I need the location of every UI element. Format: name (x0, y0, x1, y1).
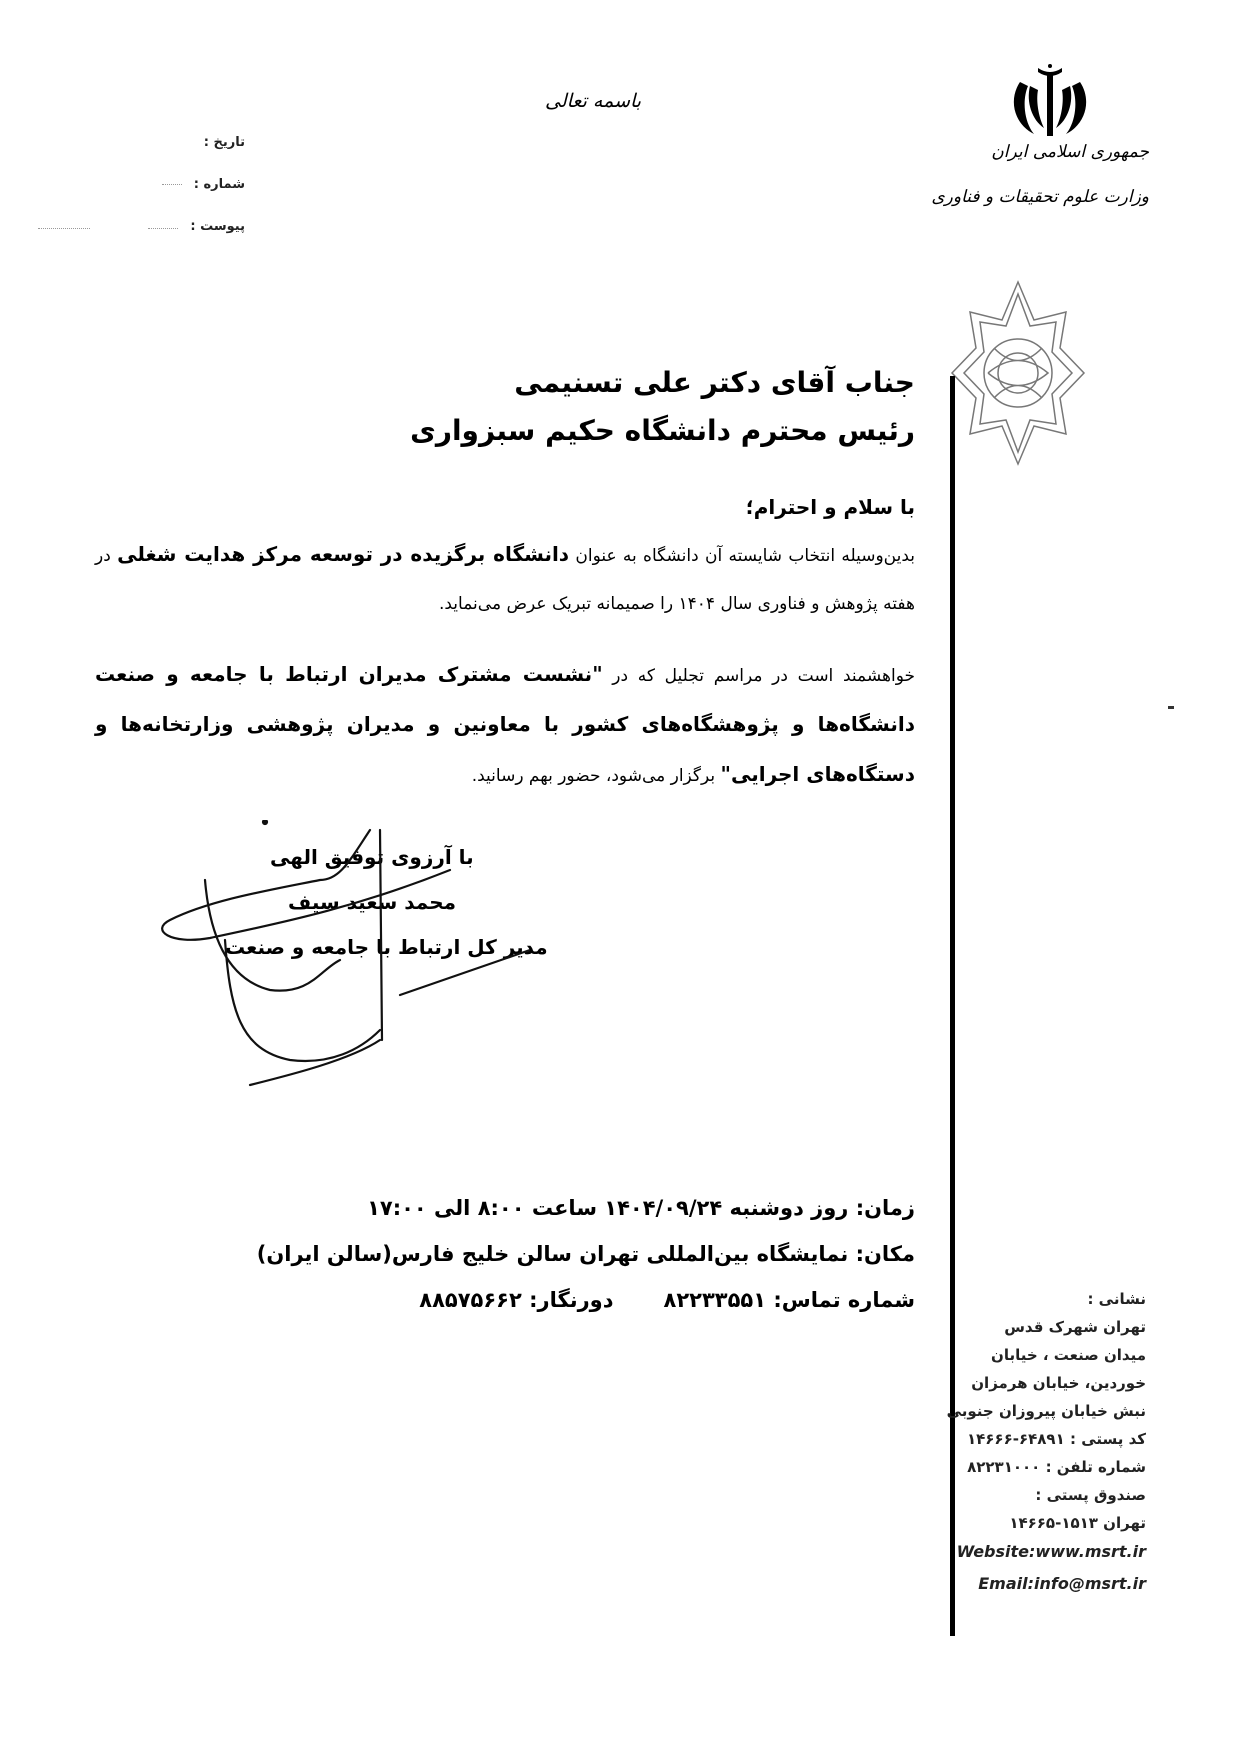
footer-line: نبش خیابان پیروزان جنوبی (946, 1402, 1146, 1420)
ministry-name: وزارت علوم تحقیقات و فناوری (931, 187, 1149, 207)
greeting: با سلام و احترام؛ (745, 495, 915, 519)
para2-text-a: خواهشمند است در مراسم تجلیل که در (602, 666, 915, 686)
footer-line: نشانی : (1087, 1290, 1146, 1308)
paragraph-1 (95, 530, 915, 628)
contact-phone: شماره تماس: ۸۲۲۳۳۵۵۱ (663, 1288, 915, 1312)
attachment-dots-2 (38, 228, 90, 229)
footer-line: صندوق پستی : (1035, 1486, 1146, 1504)
para2-bold: "نشست مشترک مدیران ارتباط با جامعه و صنعت دانشگاه‌ها و پژوهشگاه‌های کشور با معاونین و مدیران پژوهشی وزارتخانه‌ها و دستگاه‌های اجرایی" (95, 662, 915, 786)
iran-emblem-icon (1010, 62, 1090, 142)
scan-mark (1168, 706, 1174, 709)
attachment-label: پیوست : (190, 219, 245, 234)
number-label: شماره : (193, 177, 245, 192)
signer-title: مدیر کل ارتباط با جامعه و صنعت (225, 935, 548, 959)
attachment-dots (148, 228, 178, 229)
footer-website[interactable]: Website:www.msrt.ir (956, 1542, 1146, 1561)
footer-line: تهران ۱۵۱۳-۱۴۶۶۵ (1009, 1514, 1146, 1532)
footer-line: شماره تلفن : ۸۲۲۳۱۰۰۰ (967, 1458, 1146, 1476)
addressee-name: جناب آقای دکتر علی تسنیمی (514, 366, 915, 399)
para2-text-b: برگزار می‌شود، حضور بهم رسانید. (471, 766, 721, 786)
contact-fax: دورنگار: ۸۸۵۷۵۶۶۲ (419, 1288, 614, 1312)
handwritten-signature (150, 820, 530, 1090)
addressee-title: رئیس محترم دانشگاه حکیم سبزواری (410, 414, 915, 447)
bismillah: باسمه تعالی (545, 90, 642, 112)
footer-email[interactable]: Email:info@msrt.ir (978, 1574, 1146, 1593)
para1-bold: دانشگاه برگزیده در توسعه مرکز هدایت شغلی (117, 542, 570, 566)
paragraph-2 (95, 650, 915, 800)
closing-line: با آرزوی توفیق الهی (270, 845, 474, 869)
country-name: جمهوری اسلامی ایران (991, 142, 1149, 162)
footer-line: میدان صنعت ، خیابان (991, 1346, 1146, 1364)
event-time: زمان: روز دوشنبه ۱۴۰۴/۰۹/۲۴ ساعت ۸:۰۰ الی ۱۷:۰۰ (367, 1196, 915, 1220)
date-label: تاریخ : (203, 135, 245, 150)
footer-line: کد پستی : ۶۴۸۹۱-۱۴۶۶۶ (966, 1430, 1146, 1448)
vertical-rule (950, 376, 955, 1636)
ornament-icon (948, 278, 1088, 468)
event-contact (419, 1288, 915, 1312)
footer-line: خوردین، خیابان هرمزان (971, 1374, 1146, 1392)
signer-name: محمد سعید سیف (288, 890, 457, 914)
para1-text-a: بدین‌وسیله انتخاب شایسته آن دانشگاه به عنوان (569, 546, 916, 566)
event-place: مکان: نمایشگاه بین‌المللی تهران سالن خلیج فارس(سالن ایران) (256, 1242, 915, 1266)
para1-text-b: در هفته پژوهش و فناوری سال ۱۴۰۴ را صمیمانه تبریک عرض می‌نماید. (95, 546, 915, 614)
number-dots (162, 184, 182, 185)
footer-line: تهران شهرک قدس (1004, 1318, 1146, 1336)
